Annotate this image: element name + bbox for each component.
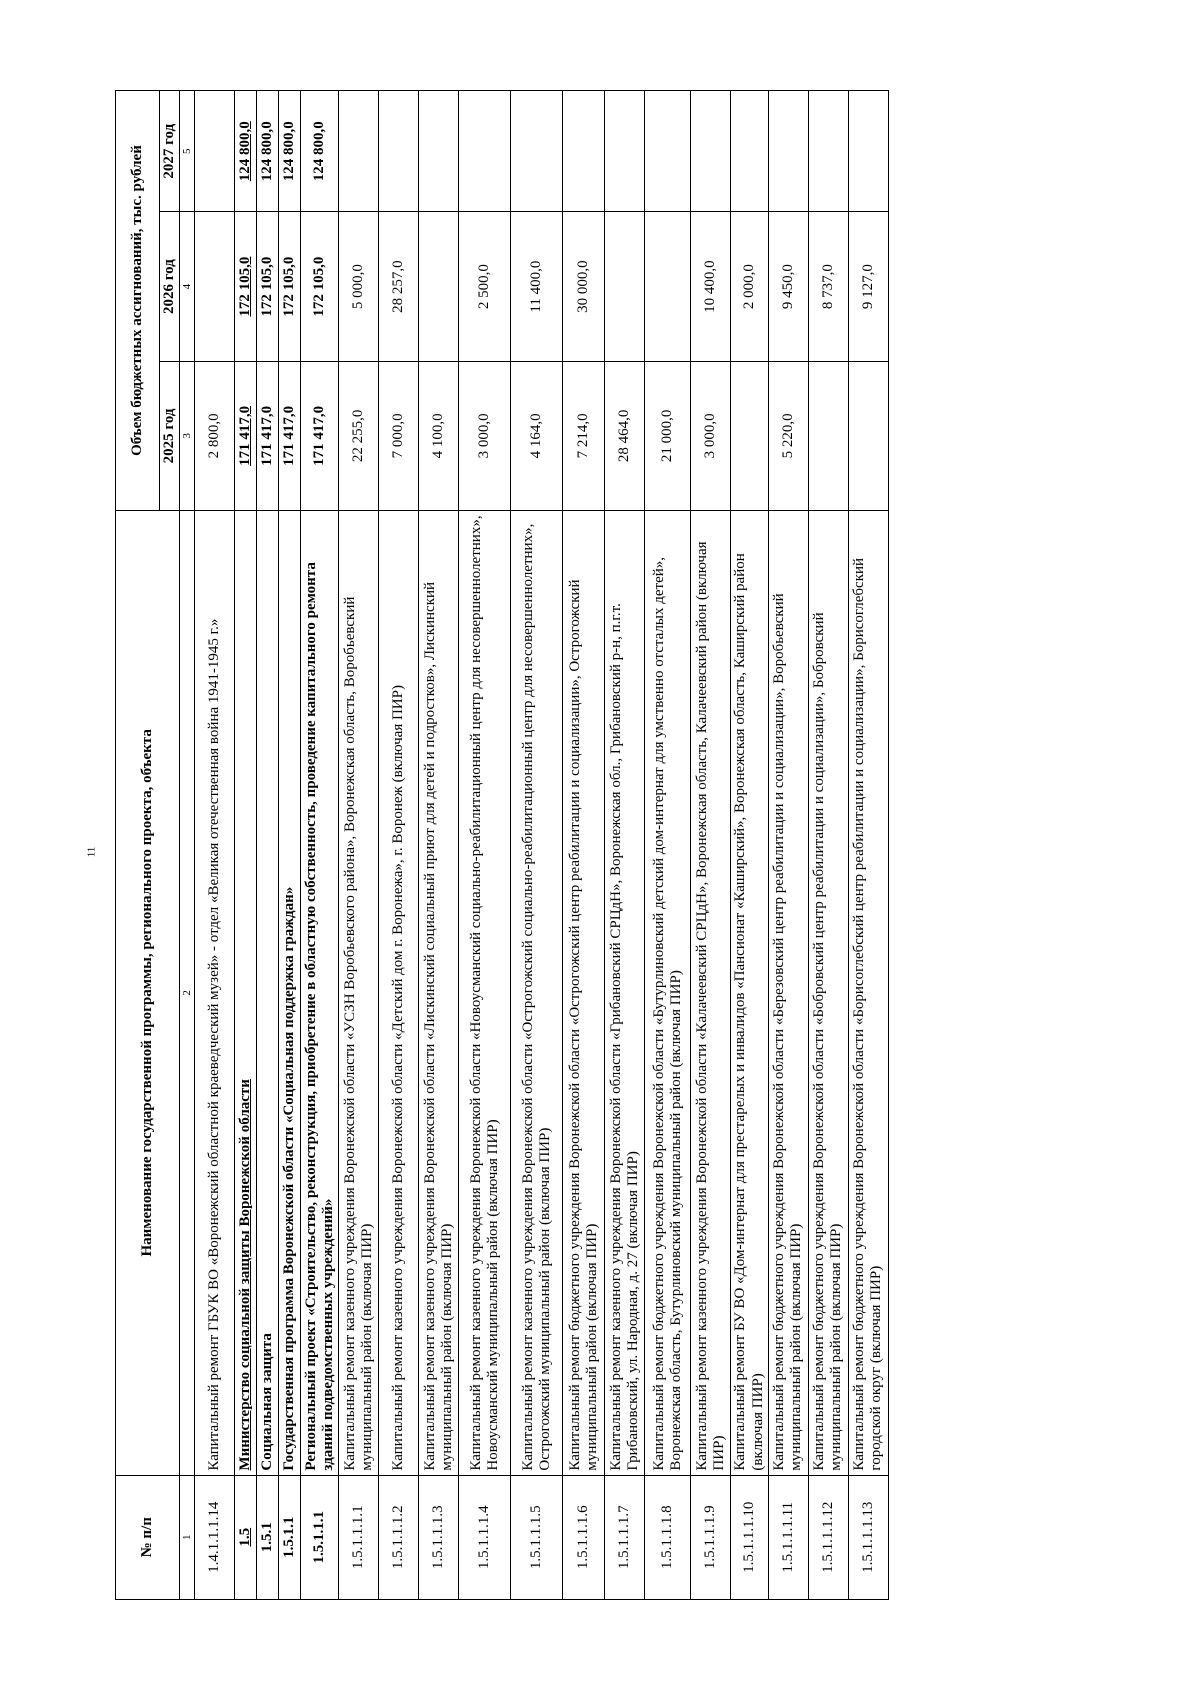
row-name: Капитальный ремонт казенного учреждения Воронежской области «Грибановский СРЦдН», Воронежская обл., Грибановский р-н, п.г.т. Грибановский, ул. Народная, д. 27 (включая ПИР) — [605, 511, 645, 1475]
row-value-2025: 21 000,0 — [645, 361, 691, 510]
row-name: Капитальный ремонт казенного учреждения Воронежской области «Детский дом г. Воронежа», г. Воронеж (включая ПИР) — [379, 511, 419, 1475]
row-value-2025: 3 000,0 — [691, 361, 731, 510]
row-number: 1.5.1.1.1.1 — [339, 1475, 379, 1599]
row-value-2025: 171 417,0 — [257, 361, 279, 510]
table-row — [379, 91, 419, 1600]
row-value-2025: 7 000,0 — [379, 361, 419, 510]
table-row — [691, 91, 731, 1600]
table-row — [731, 91, 769, 1600]
row-number: 1.5.1.1.1.13 — [848, 1475, 888, 1599]
table-row — [279, 91, 301, 1600]
row-number: 1.5.1.1.1.7 — [605, 1475, 645, 1599]
row-value-2025 — [731, 361, 769, 510]
row-number: 1.5.1.1.1.4 — [459, 1475, 511, 1599]
row-name: Капитальный ремонт казенного учреждения Воронежской области «УСЗН Воробьевского района», Воронежская область, Воробьевский муниципальный район (включая ПИР) — [339, 511, 379, 1475]
row-number: 1.5.1.1.1 — [301, 1475, 339, 1599]
row-value-2027 — [768, 91, 808, 212]
row-value-2027 — [379, 91, 419, 212]
row-value-2027: 124 800,0 — [279, 91, 301, 212]
row-value-2026: 172 105,0 — [301, 212, 339, 361]
row-number: 1.5.1.1.1.9 — [691, 1475, 731, 1599]
row-value-2025: 5 220,0 — [768, 361, 808, 510]
row-value-2027 — [195, 91, 235, 212]
table-row — [235, 91, 257, 1600]
row-name: Капитальный ремонт бюджетного учреждения Воронежской области «Острогожский центр реабилитации и социализации», Острогожский муниципальный район (включая ПИР) — [563, 511, 605, 1475]
header-volume: Объем бюджетных ассигнований, тыс. рублей — [116, 91, 160, 511]
row-value-2025: 171 417,0 — [235, 361, 257, 510]
row-value-2027 — [339, 91, 379, 212]
row-value-2025: 28 464,0 — [605, 361, 645, 510]
row-value-2027: 124 800,0 — [301, 91, 339, 212]
column-number-3: 3 — [180, 361, 195, 510]
row-value-2027 — [848, 91, 888, 212]
row-value-2027 — [511, 91, 563, 212]
row-name: Капитальный ремонт казенного учреждения Воронежской области «Калачеевский СРЦдН», Воронежская область, Калачеевский район (включая ПИР) — [691, 511, 731, 1475]
table-row — [511, 91, 563, 1600]
row-name: Капитальный ремонт казенного учреждения Воронежской области «Острогожский социально-реабилитационный центр для несовершеннолетних», Острогожский муниципальный район (включая ПИР) — [511, 511, 563, 1475]
row-value-2026 — [419, 212, 459, 361]
row-value-2026: 172 105,0 — [235, 212, 257, 361]
row-name: Социальная защита — [257, 511, 279, 1475]
row-value-2025: 171 417,0 — [301, 361, 339, 510]
row-value-2026 — [645, 212, 691, 361]
header-num: № п/п — [116, 1475, 180, 1599]
table-row — [459, 91, 511, 1600]
column-number-2: 2 — [180, 511, 195, 1475]
row-value-2026: 11 400,0 — [511, 212, 563, 361]
row-name: Капитальный ремонт БУ ВО «Дом-интернат для престарелых и инвалидов «Пансионат «Каширский», Воронежская область, Каширский район (включая ПИР) — [731, 511, 769, 1475]
row-name: Региональный проект «Строительство, реконструкция, приобретение в областную собственность, проведение капитального ремонта зданий подведомственных учреждений» — [301, 511, 339, 1475]
row-value-2027 — [731, 91, 769, 212]
row-value-2025: 171 417,0 — [279, 361, 301, 510]
row-value-2027 — [645, 91, 691, 212]
budget-table-sheet — [115, 90, 1085, 1600]
row-value-2027 — [691, 91, 731, 212]
table-row — [339, 91, 379, 1600]
row-value-2025: 4 100,0 — [419, 361, 459, 510]
row-value-2027 — [563, 91, 605, 212]
row-number: 1.5.1.1.1.6 — [563, 1475, 605, 1599]
budget-allocation-table — [115, 90, 889, 1600]
row-value-2026 — [195, 212, 235, 361]
header-year-2026: 2026 год — [160, 212, 180, 361]
row-value-2027 — [459, 91, 511, 212]
row-number: 1.5.1 — [257, 1475, 279, 1599]
column-number-4: 4 — [180, 212, 195, 361]
row-number: 1.5.1.1.1.5 — [511, 1475, 563, 1599]
row-value-2026: 172 105,0 — [257, 212, 279, 361]
row-value-2025: 2 800,0 — [195, 361, 235, 510]
row-value-2026: 8 737,0 — [808, 212, 848, 361]
table-body — [195, 91, 889, 1600]
row-name: Государственная программа Воронежской области «Социальная поддержка граждан» — [279, 511, 301, 1475]
row-value-2026 — [605, 212, 645, 361]
column-number-5: 5 — [180, 91, 195, 212]
row-value-2025 — [808, 361, 848, 510]
row-number: 1.5.1.1.1.3 — [419, 1475, 459, 1599]
table-row — [563, 91, 605, 1600]
row-value-2027 — [605, 91, 645, 212]
table-row — [257, 91, 279, 1600]
row-number: 1.5.1.1.1.2 — [379, 1475, 419, 1599]
table-row — [808, 91, 848, 1600]
row-number: 1.5.1.1 — [279, 1475, 301, 1599]
row-value-2025: 7 214,0 — [563, 361, 605, 510]
column-number-1: 1 — [180, 1475, 195, 1599]
row-value-2027 — [419, 91, 459, 212]
row-value-2026: 30 000,0 — [563, 212, 605, 361]
row-value-2026: 2 500,0 — [459, 212, 511, 361]
row-name: Капитальный ремонт бюджетного учреждения Воронежской области «Бобровский центр реабилитации и социализации», Бобровский муниципальный район (включая ПИР) — [808, 511, 848, 1475]
row-value-2027: 124 800,0 — [235, 91, 257, 212]
row-value-2026: 2 000,0 — [731, 212, 769, 361]
row-value-2025: 4 164,0 — [511, 361, 563, 510]
row-value-2025 — [848, 361, 888, 510]
page-number: 11 — [85, 846, 98, 858]
table-row — [605, 91, 645, 1600]
row-value-2026: 9 127,0 — [848, 212, 888, 361]
row-value-2026: 10 400,0 — [691, 212, 731, 361]
header-year-2025: 2025 год — [160, 361, 180, 510]
row-name: Капитальный ремонт казенного учреждения Воронежской области «Новоусманский социально-реабилитационный центр для несовершеннолетних», Новоусманский муниципальный район (включая ПИР) — [459, 511, 511, 1475]
row-value-2025: 22 255,0 — [339, 361, 379, 510]
row-name: Капитальный ремонт ГБУК ВО «Воронежский областной краеведческий музей» - отдел «Великая отечественная война 1941-1945 г.» — [195, 511, 235, 1475]
table-row — [768, 91, 808, 1600]
row-value-2027 — [808, 91, 848, 212]
row-number: 1.5.1.1.1.11 — [768, 1475, 808, 1599]
table-row — [645, 91, 691, 1600]
header-year-2027: 2027 год — [160, 91, 180, 212]
row-name: Капитальный ремонт бюджетного учреждения Воронежской области «Бутурлиновский детский дом-интернат для умственно отсталых детей», Воронежская область, Бутурлиновский муниципальный район (включая ПИР) — [645, 511, 691, 1475]
row-number: 1.5.1.1.1.12 — [808, 1475, 848, 1599]
table-row — [848, 91, 888, 1600]
row-value-2026: 172 105,0 — [279, 212, 301, 361]
row-name: Капитальный ремонт казенного учреждения Воронежской области «Лискинский социальный приют для детей и подростков», Лискинский муниципальный район (включая ПИР) — [419, 511, 459, 1475]
row-number: 1.5.1.1.1.10 — [731, 1475, 769, 1599]
table-row — [419, 91, 459, 1600]
row-number: 1.5.1.1.1.8 — [645, 1475, 691, 1599]
row-value-2026: 5 000,0 — [339, 212, 379, 361]
row-name: Капитальный ремонт бюджетного учреждения Воронежской области «Борисоглебский центр реабилитации и социализации», Борисоглебский городской округ (включая ПИР) — [848, 511, 888, 1475]
row-number: 1.4.1.1.1.14 — [195, 1475, 235, 1599]
row-value-2027: 124 800,0 — [257, 91, 279, 212]
row-value-2026: 9 450,0 — [768, 212, 808, 361]
row-value-2026: 28 257,0 — [379, 212, 419, 361]
table-row — [195, 91, 235, 1600]
row-name: Министерство социальной защиты Воронежской области — [235, 511, 257, 1475]
table-row — [301, 91, 339, 1600]
row-value-2025: 3 000,0 — [459, 361, 511, 510]
header-name: Наименование государственной программы, регионального проекта, объекта — [116, 511, 180, 1475]
row-name: Капитальный ремонт бюджетного учреждения Воронежской области «Березовский центр реабилитации и социализации», Воробьевский муниципальный район (включая ПИР) — [768, 511, 808, 1475]
row-number: 1.5 — [235, 1475, 257, 1599]
